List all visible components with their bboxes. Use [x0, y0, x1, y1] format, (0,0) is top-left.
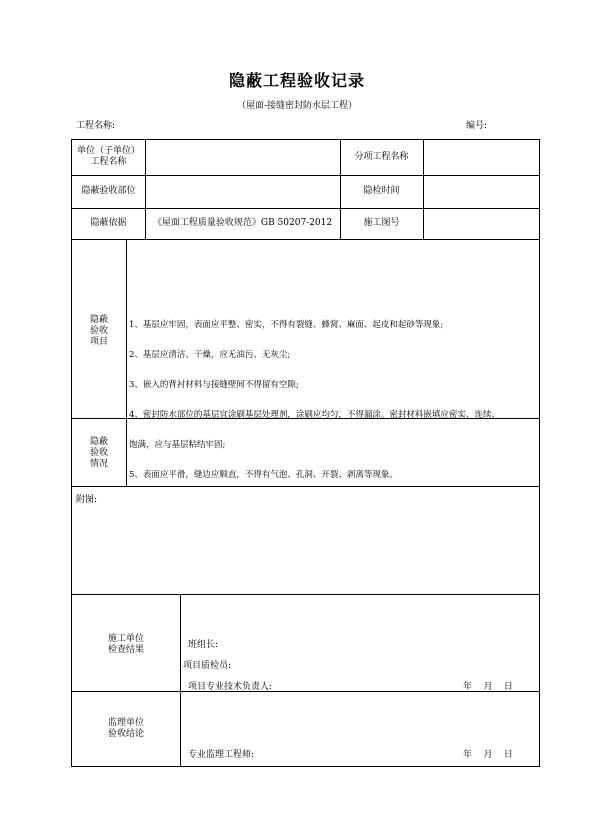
items-label: 隐蔽 验收 项目 [89, 315, 108, 347]
col-divider [423, 140, 424, 239]
sub-project-label: 分项工程名称 [354, 152, 409, 162]
col-divider [180, 594, 181, 767]
date-label: 年 月 日 [463, 682, 513, 692]
row-divider [72, 239, 539, 240]
basis-label: 隐蔽依据 [90, 218, 127, 228]
page-title: 隐蔽工程验收记录 [228, 71, 365, 90]
quality-inspector-label: 项目质检员: [183, 661, 232, 671]
inspection-items-list [129, 300, 500, 500]
list-item: 饱满，应与基层粘结牢固; [129, 440, 226, 450]
date-label: 年 月 日 [463, 750, 513, 760]
hidden-part-label: 隐蔽验收部位 [81, 186, 136, 196]
doc-number-label: 编号: [466, 121, 488, 131]
construction-unit-label: 施工单位 检查结果 [107, 634, 144, 655]
unit-name-label: 单位（子单位） 工程名称 [76, 146, 140, 167]
row-divider [72, 208, 539, 209]
list-item: 3、嵌入的背衬材料与接缝壁间不得留有空隙; [129, 380, 299, 390]
drawing-no-label: 施工图号 [363, 218, 400, 228]
supervisor-label: 专业监理工程师: [188, 750, 255, 760]
list-item: 2、基层应清洁、干燥，应无油污、无灰尘; [129, 350, 291, 360]
list-item: 4、密封防水部位的基层宜涂刷基层处理剂，涂刷应均匀，不得漏涂。密封材料嵌填应密实、连续、 [129, 410, 500, 420]
attachment-label: 附图: [76, 495, 98, 505]
project-name-label: 工程名称: [76, 121, 116, 131]
page-subtitle: （屋面-接缝密封防水层工程） [236, 101, 358, 111]
tech-leader-label: 项目专业技术负责人: [188, 682, 273, 692]
list-item: 5、表面应平滑，缝边应顺直，不得有气泡、孔洞、开裂、剥离等现象。 [129, 470, 398, 480]
supervision-unit-label: 监理单位 验收结论 [107, 718, 144, 739]
row-divider [72, 594, 539, 595]
col-divider [126, 239, 127, 486]
situation-label: 隐蔽 验收 情况 [89, 437, 108, 469]
list-item: 1、基层应牢固，表面应平整、密实，不得有裂缝、蜂窝、麻面、起皮和起砂等现象; [129, 320, 444, 330]
inspection-time-label: 隐检时间 [363, 186, 400, 196]
basis-value: 《屋面工程质量验收规范》GB 50207-2012 [152, 218, 333, 228]
team-leader-label: 班组长: [188, 640, 219, 650]
record-table [71, 139, 540, 767]
row-divider [72, 175, 539, 176]
